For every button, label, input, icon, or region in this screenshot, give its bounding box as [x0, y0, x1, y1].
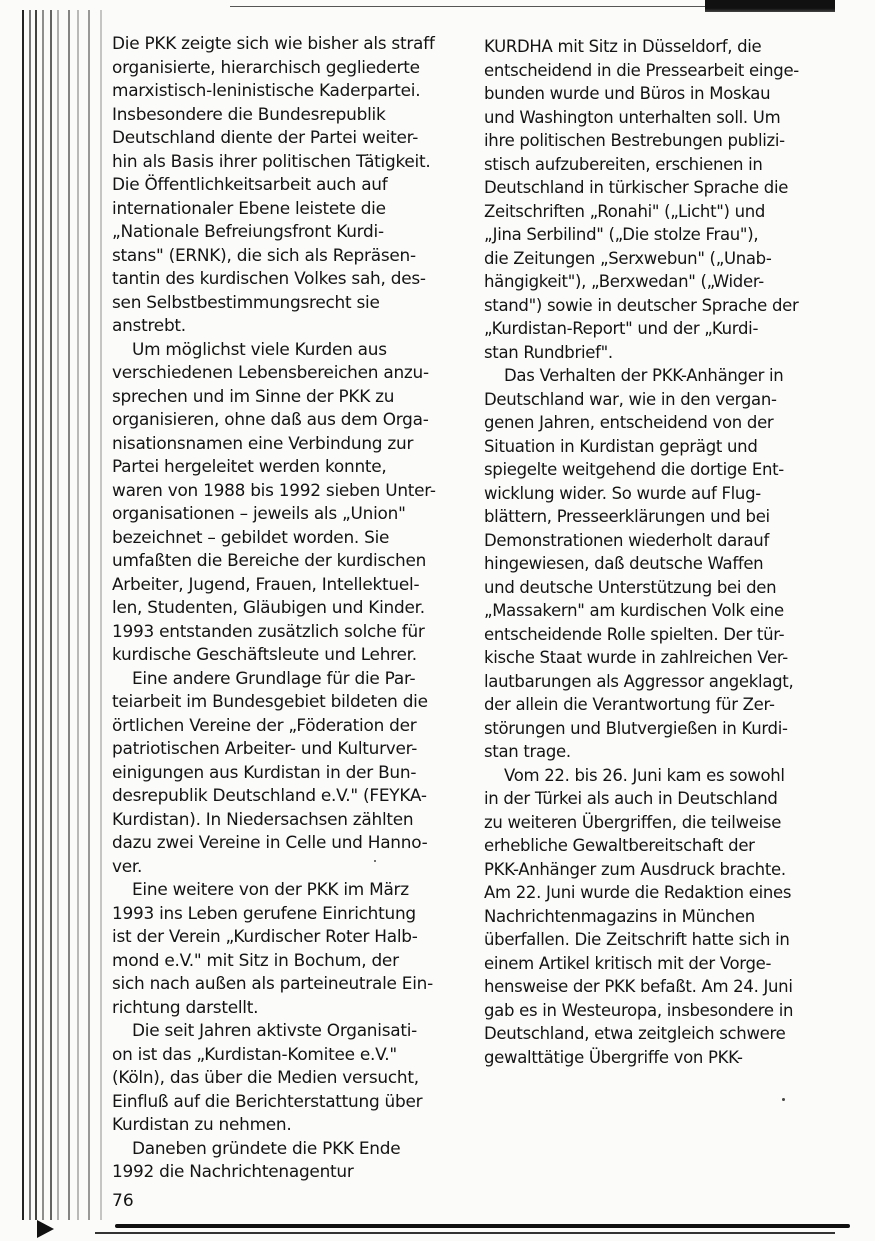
text-line: erhebliche Gewaltbereitschaft der	[484, 836, 755, 855]
text-line: lautbarungen als Aggressor angeklagt,	[484, 671, 794, 691]
text-line: stisch aufzubereiten, erschienen in	[484, 154, 763, 174]
text-line: Nachrichtenmagazins in München	[484, 906, 755, 926]
text-line: genen Jahren, entscheidend von der	[484, 413, 774, 432]
text-line: marxistisch-leninistische Kaderpartei.	[112, 80, 421, 100]
text-line: störungen und Blutvergießen in Kurdi-	[484, 718, 788, 738]
text-line: Die seit Jahren aktivste Organisati-	[132, 1020, 418, 1040]
text-line: waren von 1988 bis 1992 sieben Unter-	[112, 479, 436, 500]
text-line: gab es in Westeuropa, insbesondere in	[484, 1000, 794, 1020]
text-line: Die Öffentlichkeitsarbeit auch auf	[112, 174, 388, 194]
text-line: wicklung wider. So wurde auf Flug-	[484, 483, 761, 503]
text-line: Deutschland diente der Partei weiter-	[112, 127, 419, 147]
text-line: Zeitschriften „Ronahi" („Licht") und	[484, 201, 766, 221]
text-line: örtlichen Vereine der „Föderation der	[112, 714, 417, 735]
text-line: der allein die Verantwortung für Zer-	[484, 695, 775, 714]
scan-speck	[374, 860, 376, 862]
text-line: 1993 entstanden zusätzlich solche für	[112, 620, 425, 641]
text-line: 1992 die Nachrichtenagentur	[112, 1161, 354, 1181]
text-line: Deutschland in türkischer Sprache die	[484, 178, 789, 197]
text-line: Insbesondere die Bundesrepublik	[112, 103, 386, 124]
text-line: „Massakern" am kurdischen Volk eine	[484, 601, 784, 620]
text-line: Deutschland war, wie in den vergan-	[484, 389, 777, 409]
text-line: internationaler Ebene leistete die	[112, 197, 386, 218]
text-line: Kurdistan). In Niedersachsen zählten	[112, 808, 414, 829]
binding-shadow	[20, 10, 108, 1220]
text-line: teiarbeit im Bundesgebiet bildeten die	[112, 691, 428, 711]
page-number: 76	[112, 1191, 134, 1211]
top-scan-edge	[705, 0, 835, 12]
text-line: organisationen – jeweils als „Union"	[112, 503, 406, 523]
text-line: „Nationale Befreiungsfront Kurdi-	[112, 221, 384, 241]
bottom-scan-line	[95, 1232, 835, 1234]
text-line: 1993 ins Leben gerufene Einrichtung	[112, 902, 416, 923]
text-line: bezeichnet – gebildet worden. Sie	[112, 526, 390, 547]
text-line: stans" (ERNK), die sich als Repräsen-	[112, 244, 416, 265]
text-line: entscheidend in die Pressearbeit einge-	[484, 60, 799, 80]
text-line: sen Selbstbestimmungsrecht sie	[112, 291, 380, 312]
text-line: und Washington unterhalten soll. Um	[484, 107, 781, 127]
text-line: und deutsche Unterstützung bei den	[484, 577, 777, 597]
text-line: umfaßten die Bereiche der kurdischen	[112, 550, 427, 570]
text-line: spiegelte weitgehend die dortige Ent-	[484, 460, 784, 479]
text-line: sprechen und im Sinne der PKK zu	[112, 385, 395, 406]
page-marker-arrow-icon	[37, 1220, 54, 1238]
text-line: in der Türkei als auch in Deutschland	[484, 789, 778, 808]
text-line: stan trage.	[484, 742, 571, 761]
text-line: organisieren, ohne daß aus dem Orga-	[112, 409, 429, 429]
text-line: Demonstrationen wiederholt darauf	[484, 530, 769, 550]
text-line: nisationsnamen eine Verbindung zur	[112, 432, 414, 453]
text-line: Einfluß auf die Berichterstattung über	[112, 1090, 423, 1111]
text-line: (Köln), das über die Medien versucht,	[112, 1067, 419, 1087]
text-line: Das Verhalten der PKK-Anhänger in	[504, 366, 784, 385]
text-line: bunden wurde und Büros in Moskau	[484, 84, 771, 103]
text-line: entscheidende Rolle spielten. Der tür-	[484, 624, 785, 644]
text-line: ist der Verein „Kurdischer Roter Halb-	[112, 926, 418, 946]
text-line: hingewiesen, daß deutsche Waffen	[484, 554, 764, 573]
text-line: überfallen. Die Zeitschrift hatte sich in	[484, 930, 790, 949]
text-line: tantin des kurdischen Volkes sah, des-	[112, 268, 426, 288]
text-line: desrepublik Deutschland e.V." (FEYKA-	[112, 785, 427, 805]
text-line: dazu zwei Vereine in Celle und Hanno-	[112, 832, 428, 852]
text-line: kurdische Geschäftsleute und Lehrer.	[112, 644, 417, 664]
text-line: on ist das „Kurdistan-Komitee e.V."	[112, 1043, 397, 1064]
text-line: Eine andere Grundlage für die Par-	[132, 667, 416, 688]
text-line: Daneben gründete die PKK Ende	[132, 1137, 401, 1158]
text-line: „Jina Serbilind" („Die stolze Frau"),	[484, 225, 759, 244]
text-line: die Zeitungen „Serxwebun" („Unab-	[484, 248, 772, 268]
text-line: gewalttätige Übergriffe von PKK-	[484, 1047, 743, 1067]
text-line: hensweise der PKK befaßt. Am 24. Juni	[484, 977, 793, 996]
text-line: hängigkeit"), „Berxwedan" („Wider-	[484, 272, 764, 291]
text-line: „Kurdistan-Report" und der „Kurdi-	[484, 319, 759, 338]
text-line: sich nach außen als parteineutrale Ein-	[112, 973, 433, 993]
text-line: len, Studenten, Gläubigen und Kinder.	[112, 597, 425, 617]
text-line: Vom 22. bis 26. Juni kam es sowohl	[504, 765, 785, 785]
text-line: anstrebt.	[112, 315, 186, 335]
text-line: hin als Basis ihrer politischen Tätigkeit.	[112, 150, 431, 171]
text-line: einem Artikel kritisch mit der Vorge-	[484, 953, 772, 973]
right-text-column	[484, 35, 814, 1069]
scan-speck	[782, 1098, 785, 1101]
text-line: ver.	[112, 855, 143, 876]
text-line: ihre politischen Bestrebungen publizi-	[484, 131, 785, 150]
text-line: KURDHA mit Sitz in Düsseldorf, die	[484, 37, 762, 56]
text-line: blättern, Presseerklärungen und bei	[484, 507, 770, 526]
text-line: Um möglichst viele Kurden aus	[132, 338, 387, 359]
text-line: verschiedenen Lebensbereichen anzu-	[112, 362, 429, 382]
text-line: richtung darstellt.	[112, 996, 259, 1017]
text-line: stand") sowie in deutscher Sprache der	[484, 295, 799, 315]
text-line: kische Staat wurde in zahlreichen Ver-	[484, 648, 788, 667]
text-line: stan Rundbrief".	[484, 342, 613, 362]
text-line: patriotischen Arbeiter- und Kulturver-	[112, 738, 418, 758]
text-line: zu weiteren Übergriffen, die teilweise	[484, 812, 782, 832]
top-scan-line	[230, 6, 705, 7]
text-line: Kurdistan zu nehmen.	[112, 1114, 292, 1134]
left-text-column	[112, 32, 448, 1184]
text-line: PKK-Anhänger zum Ausdruck brachte.	[484, 859, 786, 879]
text-line: Situation in Kurdistan geprägt und	[484, 436, 758, 456]
text-line: einigungen aus Kurdistan in der Bun-	[112, 761, 417, 782]
text-line: organisierte, hierarchisch gegliederte	[112, 56, 420, 77]
text-line: mond e.V." mit Sitz in Bochum, der	[112, 949, 399, 970]
text-line: Partei hergeleitet werden konnte,	[112, 456, 387, 476]
text-line: Deutschland, etwa zeitgleich schwere	[484, 1024, 786, 1043]
text-line: Arbeiter, Jugend, Frauen, Intellektuel-	[112, 573, 420, 594]
text-line: Die PKK zeigte sich wie bisher als straff	[112, 33, 435, 53]
text-line: Am 22. Juni wurde die Redaktion eines	[484, 883, 792, 902]
text-line: Eine weitere von der PKK im März	[132, 879, 409, 899]
bottom-scan-edge	[115, 1224, 850, 1228]
